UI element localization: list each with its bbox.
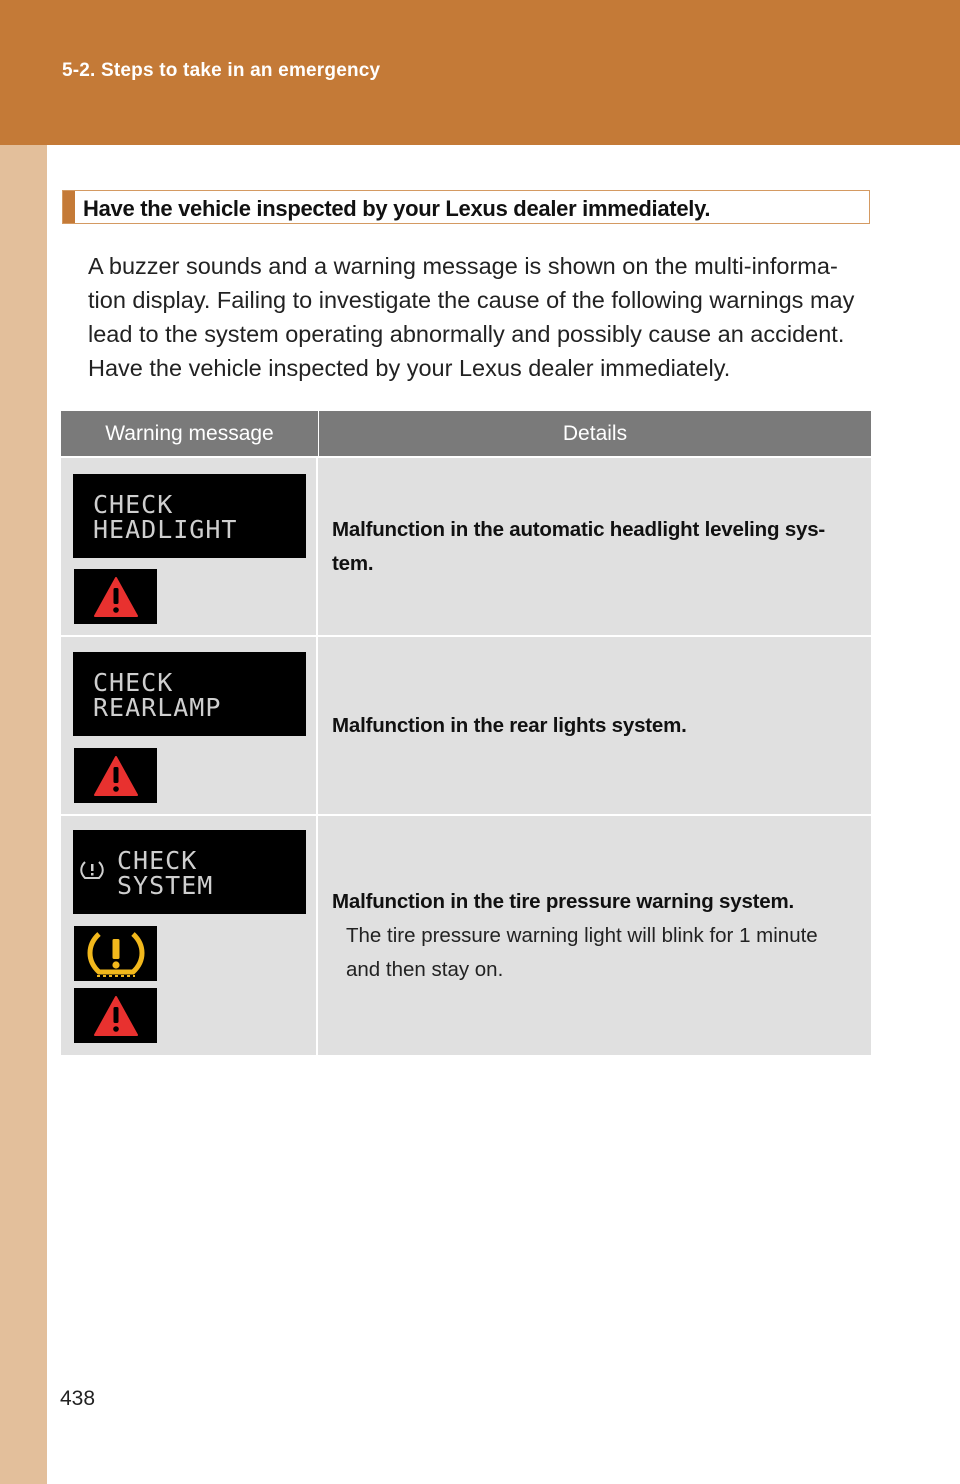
table-row: [61, 635, 871, 814]
display-line: CHECK: [117, 846, 198, 875]
details-text: Malfunction in the rear lights system.: [332, 713, 687, 737]
details-note: The tire pressure warning light will blink for 1 minute: [346, 923, 818, 947]
intro-line: lead to the system operating abnormally and possibly cause an accident.: [88, 321, 845, 347]
subheading-text: Have the vehicle inspected by your Lexus dealer immediately.: [83, 196, 711, 221]
side-margin-band: [0, 145, 47, 1484]
warning-cell: [61, 637, 318, 814]
master-warning-icon: [74, 748, 157, 803]
subheading-marker: [63, 191, 75, 223]
tire-pressure-icon: [79, 859, 105, 881]
display-line: HEADLIGHT: [93, 515, 238, 544]
subheading-box: [62, 190, 870, 224]
column-header-warning: Warning message: [61, 411, 319, 456]
display-line: CHECK: [93, 668, 174, 697]
details-text: Malfunction in the automatic headlight leveling sys-: [332, 517, 826, 541]
intro-line: tion display. Failing to investigate the cause of the following warnings may: [88, 287, 855, 313]
master-warning-icon: [74, 988, 157, 1043]
table-header: [61, 411, 871, 456]
table-row: [61, 814, 871, 1055]
message-display: [73, 652, 306, 736]
section-title: 5-2. Steps to take in an emergency: [62, 60, 381, 81]
tire-pressure-icon: [74, 926, 157, 981]
page-number: 438: [60, 1387, 96, 1410]
warning-cell: [61, 816, 318, 1055]
details-text: tem.: [332, 551, 374, 575]
intro-paragraph: [88, 249, 878, 385]
master-warning-icon: [74, 569, 157, 624]
details-text: Malfunction in the tire pressure warning system.: [332, 889, 795, 913]
intro-line: A buzzer sounds and a warning message is shown on the multi-informa-: [88, 253, 838, 279]
message-display: [73, 474, 306, 558]
warning-table: [61, 411, 871, 1055]
display-line: CHECK: [93, 490, 174, 519]
column-header-details: Details: [562, 421, 628, 445]
table-row: [61, 456, 871, 635]
display-line: SYSTEM: [117, 871, 214, 900]
details-cell: [318, 637, 871, 814]
warning-cell: [61, 458, 318, 635]
details-cell: [318, 816, 871, 1055]
display-line: REARLAMP: [93, 693, 222, 722]
details-cell: [318, 458, 871, 635]
details-note: and then stay on.: [346, 957, 504, 981]
message-display: [73, 830, 306, 914]
intro-line: Have the vehicle inspected by your Lexus dealer immediately.: [88, 355, 731, 381]
